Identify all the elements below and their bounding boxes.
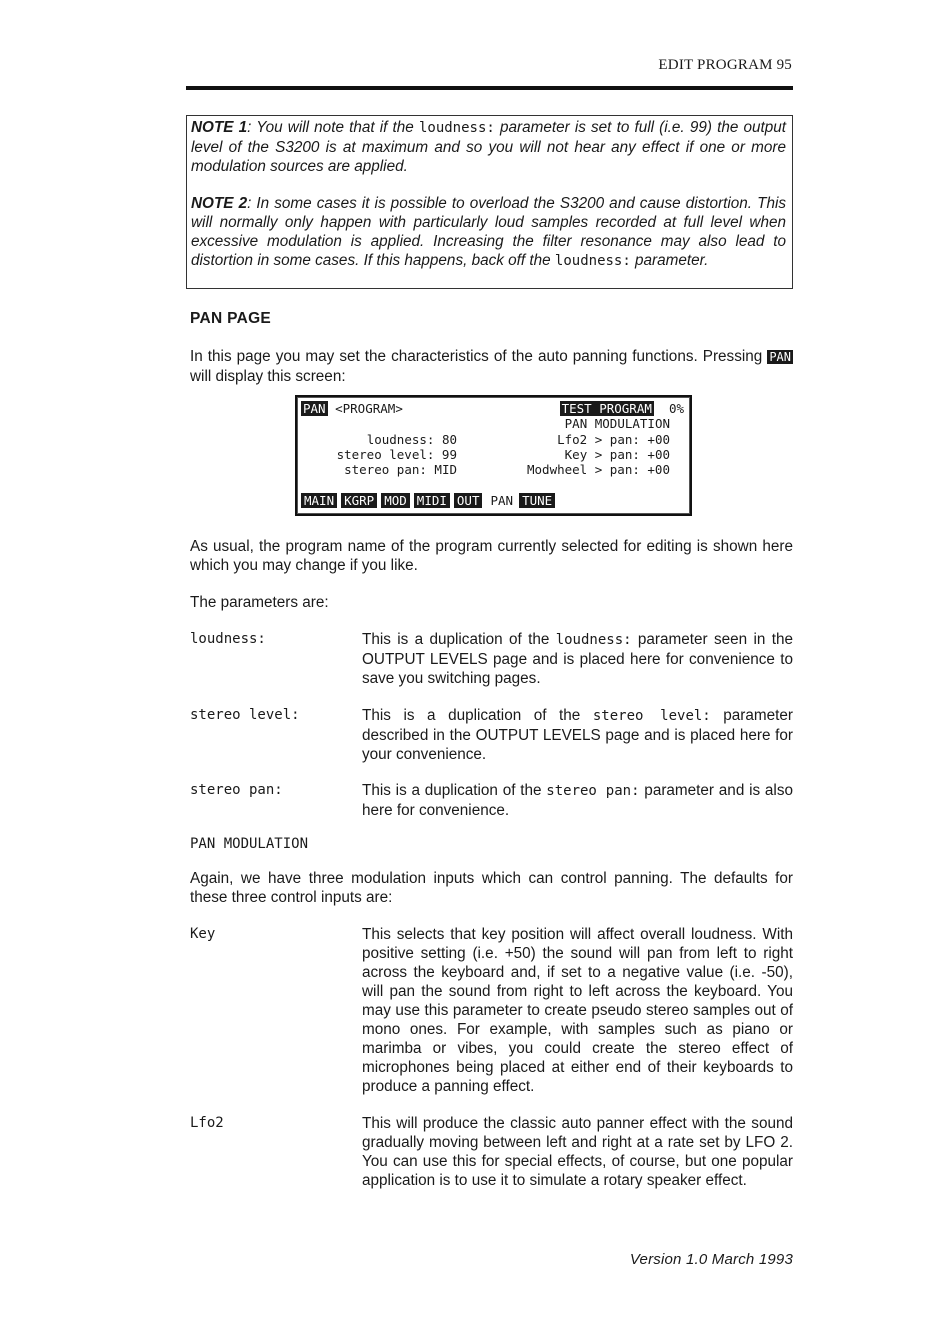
- softkey-midi[interactable]: MIDI: [414, 493, 450, 508]
- param-desc-loudness: [362, 630, 793, 688]
- notes-box: [186, 115, 793, 289]
- param-term-stereo-pan: stereo pan:: [190, 782, 283, 798]
- lcd-percent: 0%: [668, 401, 684, 416]
- param-desc-stereo-pan-b: parameter and is also here for convenience.: [362, 782, 793, 819]
- softkey-kgrp[interactable]: KGRP: [341, 493, 377, 508]
- softkey-pan-active[interactable]: PAN: [490, 493, 514, 508]
- param-term-loudness: loudness:: [190, 631, 266, 647]
- pan-page-intro: [190, 347, 793, 386]
- note-2-text-a: : In some cases it is possible to overload the S3200 and cause distortion. This will normally only happen with particularly loud samples recorded at full level when excessive modulation is applied. Increasing the filter resonance may also lead to distortion in some cases. If this happens, back off the: [191, 195, 787, 269]
- pan-modulation-intro: Again, we have three modulation inputs which can control panning. The defaults for these three control inputs are:: [190, 870, 793, 906]
- header-rule: [186, 86, 793, 90]
- note-1-text-a: : You will note that if the: [247, 119, 419, 136]
- params-intro: The parameters are:: [190, 594, 329, 611]
- param-term-stereo-level: stereo level:: [190, 707, 300, 723]
- running-header: EDIT PROGRAM 95: [658, 57, 792, 73]
- lcd-loudness: loudness: 80: [366, 432, 457, 447]
- softkey-main[interactable]: MAIN: [301, 493, 337, 508]
- note-1-param: loudness:: [418, 120, 495, 136]
- param-desc-loudness-b: parameter seen in the OUTPUT LEVELS page and is placed here for convenience to save you switching pages.: [362, 631, 793, 687]
- lcd-mod-lfo2: Lfo2 > pan: +00: [557, 432, 670, 447]
- note-2-text-b: parameter.: [630, 252, 709, 269]
- mod-desc-lfo2: This will produce the classic auto panner effect with the sound gradually moving between left and right at a rate set by LFO 2. You can use this for special effects, of course, but one popular application is to use it to simulate a rotary speaker effect.: [362, 1115, 793, 1189]
- mod-term-key: Key: [190, 926, 216, 942]
- param-desc-stereo-level-b: parameter described in the OUTPUT LEVELS page and is placed here for your convenience.: [362, 707, 793, 763]
- softkey-tune[interactable]: TUNE: [519, 493, 555, 508]
- note-1-text-b: parameter is set to full (i.e. 99) the output level of the S3200 is at maximum and so you will not hear any effect if one or more modulation sources are applied.: [191, 119, 787, 175]
- param-desc-stereo-level: [362, 706, 793, 764]
- note-2: [191, 194, 786, 271]
- mod-desc-key: This selects that key position will affect overall loudness. With positive setting (i.e. +50) the sound will pan from left to right across the keyboard and, if set to a negative value (i.e. -50), will pan the sound from right to left across the keyboard. You may use this parameter to create pseudo stereo samples out of mono ones. For example, with samples such as piano or marimba or vibes, you could create the stereo effect of microphones being placed at either end of their keyboards to produce a panning effect.: [362, 926, 793, 1095]
- lcd-tab-pan: PAN: [303, 401, 326, 416]
- lcd-mod-modwheel: Modwheel > pan: +00: [527, 462, 670, 477]
- lcd-stereo-level: stereo level: 99: [336, 447, 457, 462]
- pan-page-intro-a: In this page you may set the characteristics of the auto panning functions. Pressing: [190, 348, 768, 365]
- param-desc-stereo-level-a: This is a duplication of the: [362, 707, 593, 724]
- lcd-softkeys: [301, 493, 559, 508]
- lcd-screen: [295, 395, 692, 516]
- pan-key: PAN: [769, 350, 791, 364]
- lcd-section-title: PAN MODULATION: [564, 416, 670, 431]
- pan-page-heading: PAN PAGE: [190, 310, 272, 327]
- param-desc-loudness-a: This is a duplication of the: [362, 631, 556, 648]
- as-usual-paragraph: As usual, the program name of the program currently selected for editing is shown here which you may change if you like.: [190, 538, 793, 574]
- pan-modulation-heading: PAN MODULATION: [190, 836, 309, 852]
- lcd-program-label: <PROGRAM>: [335, 401, 403, 416]
- param-desc-stereo-pan-a: This is a duplication of the: [362, 782, 547, 799]
- footer-version: Version 1.0 March 1993: [629, 1251, 793, 1268]
- lcd-stereo-pan: stereo pan: MID: [344, 462, 457, 477]
- softkey-out[interactable]: OUT: [454, 493, 483, 508]
- mod-term-lfo2: Lfo2: [190, 1115, 224, 1131]
- lcd-program-name: TEST PROGRAM: [561, 401, 652, 416]
- param-desc-stereo-level-code: stereo level:: [592, 708, 711, 724]
- note-1: [191, 118, 786, 176]
- pan-page-intro-b: will display this screen:: [190, 368, 346, 385]
- param-desc-stereo-pan: [362, 781, 793, 820]
- lcd-mod-key: Key > pan: +00: [564, 447, 670, 462]
- param-desc-stereo-pan-code: stereo pan:: [546, 783, 640, 799]
- param-desc-loudness-code: loudness:: [555, 632, 632, 648]
- softkey-mod[interactable]: MOD: [381, 493, 410, 508]
- note-1-label: NOTE 1: [191, 119, 248, 136]
- note-2-param: loudness:: [554, 253, 631, 269]
- note-2-label: NOTE 2: [191, 195, 248, 212]
